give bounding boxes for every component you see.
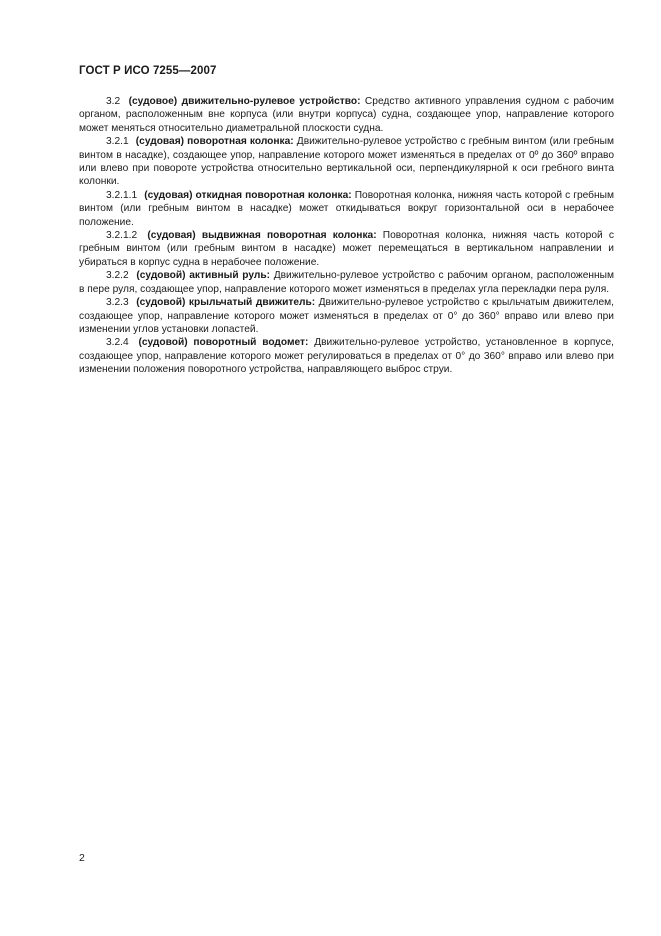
term-heading: (судовой) крыльчатый движитель:	[136, 297, 316, 309]
term-heading: (судовая) поворотная колонка:	[135, 136, 294, 148]
definition-3-2-1	[79, 135, 614, 189]
definition-text: Поворотная колонка, нижняя часть которой с гребным винтом (или гребным винтом в насадке) может откидываться вокруг горизонтальной оси в нерабочее положение.	[79, 189, 614, 228]
definition-text: Поворотная колонка, нижняя часть которой с гребным винтом (или гребным винтом в насадке) может перемещаться в вертикальном направлении и убираться в корпус судна в нерабочее положение.	[79, 230, 614, 268]
clause-number: 3.2.1	[106, 136, 129, 148]
term-heading: (судовой) поворотный водомет:	[138, 337, 309, 349]
clause-number: 3.2	[106, 96, 121, 107]
definition-3-2	[79, 95, 614, 135]
clause-number: 3.2.3	[106, 297, 129, 309]
page-number: 2	[79, 852, 85, 864]
document-body	[79, 95, 614, 377]
definition-3-2-4	[79, 336, 614, 376]
definition-3-2-1-2	[79, 229, 614, 269]
definition-3-2-1-1	[79, 189, 614, 229]
definition-3-2-2	[79, 269, 614, 296]
definition-text: Средство активного управления судном с рабочим органом, расположенным вне корпуса (или внутри корпуса) судна, создающее упор, направление которого может меняться относительно диаметральной плоскости судна.	[79, 96, 614, 134]
clause-number: 3.2.2	[106, 270, 129, 282]
definition-text: Движительно-рулевое устройство с крыльчатым движителем, создающее упор, направление которого может изменяться в пределах от 0° до 360° вправо или влево при изменении углов установки лопастей.	[79, 297, 614, 335]
definition-text: Движительно-рулевое устройство, установленное в корпусе, создающее упор, направление которого может регулироваться в пределах от 0° до 360° вправо или влево при изменении положения поворотного устройства, направляющего выброс струи.	[79, 337, 614, 376]
term-heading: (судовая) откидная поворотная колонка:	[144, 189, 352, 201]
document-header: ГОСТ Р ИСО 7255—2007	[79, 65, 217, 77]
definition-text: Движительно-рулевое устройство с гребным винтом (или гребным винтом в насадке), создающее упор, направление которого может изменяться в пределах от 0º до 360º вправо или влево при повороте устройства относительно вертикальной оси, перпендикулярной к оси гребного винта колонки.	[79, 136, 614, 188]
definition-text: Движительно-рулевое устройство с рабочим органом, расположенным в пере руля, создающее упор, направление которого может изменяться в пределах угла перекладки пера руля.	[79, 270, 614, 295]
term-heading: (судовая) выдвижная поворотная колонка:	[147, 230, 377, 242]
term-heading: (судовое) движительно-рулевое устройство:	[128, 96, 361, 107]
clause-number: 3.2.4	[106, 337, 129, 349]
definition-3-2-3	[79, 296, 614, 336]
term-heading: (судовой) активный руль:	[136, 270, 271, 282]
clause-number: 3.2.1.2	[106, 230, 138, 242]
clause-number: 3.2.1.1	[106, 189, 138, 201]
